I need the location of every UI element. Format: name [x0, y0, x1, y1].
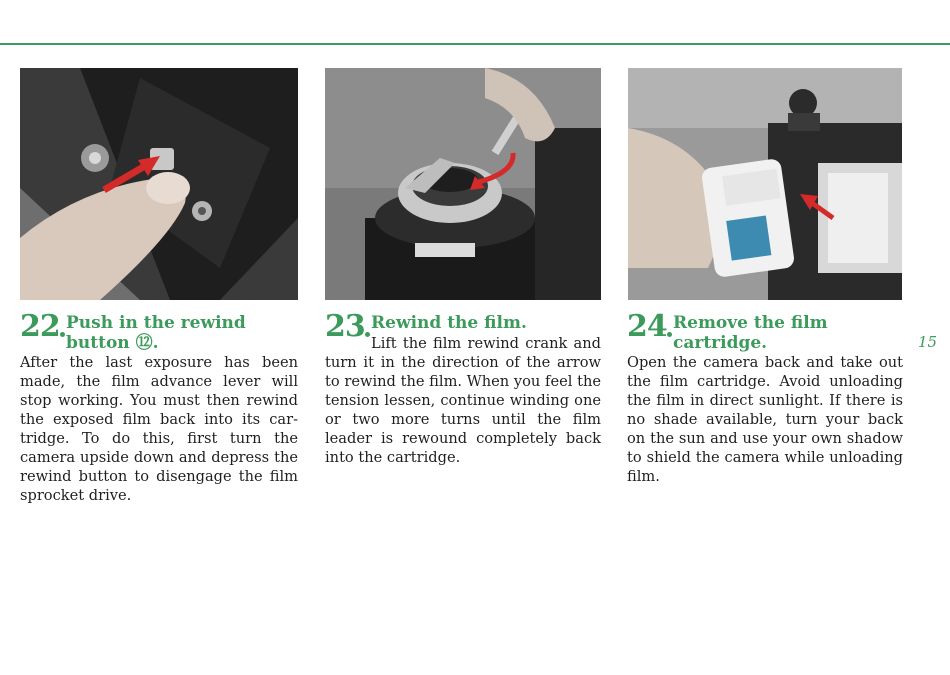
- step-title-line1: Push in the rewind: [66, 313, 246, 333]
- step-title-line2: cartridge.: [673, 333, 768, 353]
- step-heading: [627, 309, 903, 356]
- step-number: 24: [627, 309, 667, 344]
- step-title-line1: Remove the film: [673, 313, 828, 333]
- step-title: [66, 313, 246, 353]
- rewind-button-photo: [20, 68, 298, 300]
- film-cartridge-photo: [628, 68, 902, 300]
- step-number: 22: [20, 309, 60, 344]
- rewind-crank-photo: [325, 68, 601, 300]
- step-24: [627, 309, 903, 486]
- number-dot: [667, 332, 672, 337]
- number-dot: [60, 332, 65, 337]
- step-heading: [20, 309, 298, 356]
- step-body: Lift the film rewind crank and turn it in the direction of the arrow to rewind the film. When you feel the tension lessen, continue winding one or two more turns until the film leader is rewound completely back into the cartridge.: [325, 335, 601, 466]
- step-23: [325, 309, 601, 467]
- step-number: 23: [325, 309, 365, 344]
- step-body: Open the camera back and take out the film cartridge. Avoid unloading the film in direct sunlight. If there is no shade available, turn your back on the sun and use your own shadow to shield the camera while unloading film.: [627, 354, 903, 485]
- step-title: Rewind the film.: [371, 313, 527, 333]
- step-title: [673, 313, 828, 353]
- step-title-line2: button ⑫.: [66, 333, 159, 353]
- step-body: After the last exposure has been made, the film advance lever will stop working. You must then rewind the exposed film back into its car-tridge. To do this, first turn the camera upside down and depress the rewind button to disengage the film sprocket drive.: [20, 354, 298, 504]
- step-heading: [325, 309, 601, 356]
- top-rule: [0, 43, 950, 45]
- page-number: 15: [918, 333, 938, 351]
- number-dot: [365, 332, 370, 337]
- step-22: [20, 309, 298, 505]
